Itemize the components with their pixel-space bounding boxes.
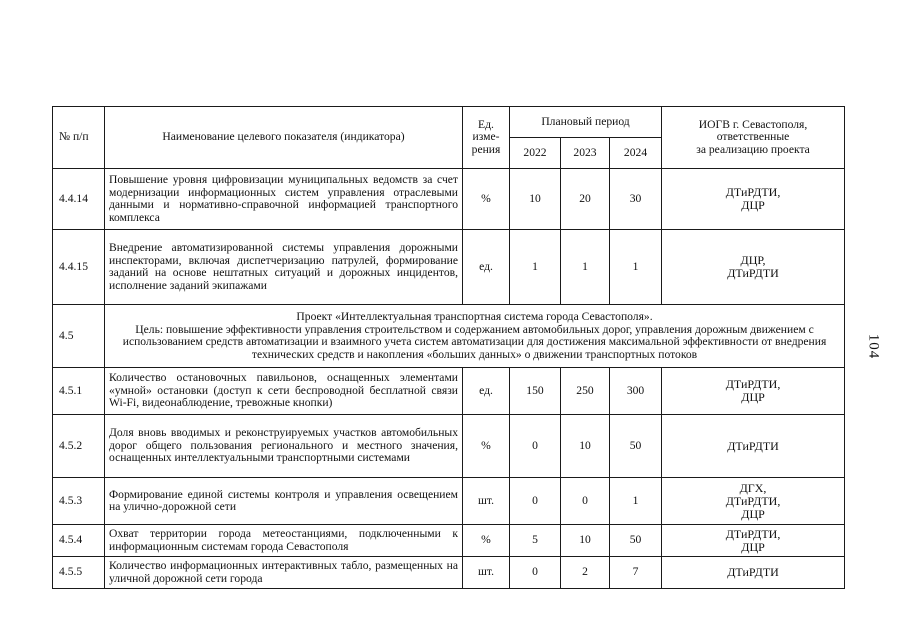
table-row — [53, 478, 845, 525]
row-name: Формирование единой системы контроля и управления освещением на улично-дорожной сети — [105, 478, 463, 525]
header-year-2023: 2023 — [561, 138, 610, 169]
table-row — [53, 230, 845, 305]
header-name: Наименование целевого показателя (индикатора) — [105, 107, 463, 169]
row-value-2022: 0 — [510, 415, 561, 478]
row-name: Количество информационных интерактивных табло, размещенных на уличной дорожной сети города — [105, 557, 463, 589]
table-row — [53, 525, 845, 557]
row-dept: ДТиРДТИ, ДЦР — [662, 169, 845, 230]
row-unit: % — [463, 525, 510, 557]
row-num: 4.5.5 — [53, 557, 105, 589]
row-unit: % — [463, 415, 510, 478]
row-name: Доля вновь вводимых и реконструируемых участков автомобильных дорог общего пользования регионального и местного значения, оснащенных интеллектуальными транспортными системами — [105, 415, 463, 478]
table-row — [53, 169, 845, 230]
row-num: 4.5.3 — [53, 478, 105, 525]
row-value-2023: 10 — [561, 525, 610, 557]
row-value-2024: 50 — [610, 415, 662, 478]
header-year-2024: 2024 — [610, 138, 662, 169]
row-value-2023: 20 — [561, 169, 610, 230]
row-dept: ДГХ, ДТиРДТИ, ДЦР — [662, 478, 845, 525]
row-dept: ДЦР, ДТиРДТИ — [662, 230, 845, 305]
row-name: Охват территории города метеостанциями, подключенными к информационным системам города Севастополя — [105, 525, 463, 557]
row-value-2022: 150 — [510, 368, 561, 415]
header-year-2022: 2022 — [510, 138, 561, 169]
row-value-2023: 0 — [561, 478, 610, 525]
row-num: 4.5.2 — [53, 415, 105, 478]
row-value-2022: 0 — [510, 557, 561, 589]
row-value-2024: 7 — [610, 557, 662, 589]
row-value-2023: 2 — [561, 557, 610, 589]
row-num: 4.4.15 — [53, 230, 105, 305]
header-num: № п/п — [53, 107, 105, 169]
header-row — [53, 107, 845, 138]
row-dept: ДТиРДТИ, ДЦР — [662, 368, 845, 415]
row-name: Количество остановочных павильонов, оснащенных элементами «умной» остановки (доступ к сети беспроводной бесплатной связи Wi-Fi, видеонаблюдение, тревожные кнопки) — [105, 368, 463, 415]
row-value-2023: 1 — [561, 230, 610, 305]
indicators-table — [52, 106, 845, 589]
row-unit: ед. — [463, 368, 510, 415]
row-value-2024: 300 — [610, 368, 662, 415]
project-row — [53, 305, 845, 368]
project-goal: Цель: повышение эффективности управления строительством и содержанием автомобильных дорог, управления дорожным движением с использованием средств автоматизации и взаимного учета систем автоматизации для достижения максимальной эффективности от внедрения технических средств и накопления «больших данных» о движении транспортных потоков — [122, 322, 827, 361]
row-value-2022: 0 — [510, 478, 561, 525]
row-value-2023: 10 — [561, 415, 610, 478]
project-title: Проект «Интеллектуальная транспортная система города Севастополя». — [296, 310, 653, 323]
row-value-2022: 1 — [510, 230, 561, 305]
row-dept: ДТиРДТИ, ДЦР — [662, 525, 845, 557]
header-unit: Ед. изме- рения — [463, 107, 510, 169]
project-description — [105, 305, 845, 368]
row-value-2022: 10 — [510, 169, 561, 230]
header-dept: ИОГВ г. Севастополя, ответственные за реализацию проекта — [662, 107, 845, 169]
row-dept: ДТиРДТИ — [662, 415, 845, 478]
row-value-2024: 50 — [610, 525, 662, 557]
row-value-2022: 5 — [510, 525, 561, 557]
row-value-2023: 250 — [561, 368, 610, 415]
row-value-2024: 1 — [610, 230, 662, 305]
row-value-2024: 30 — [610, 169, 662, 230]
row-unit: % — [463, 169, 510, 230]
row-unit: шт. — [463, 557, 510, 589]
table-row — [53, 415, 845, 478]
project-num: 4.5 — [53, 305, 105, 368]
row-value-2024: 1 — [610, 478, 662, 525]
row-dept: ДТиРДТИ — [662, 557, 845, 589]
row-unit: шт. — [463, 478, 510, 525]
row-name: Внедрение автоматизированной системы управления дорожными инспекторами, включая диспетчеризацию патрулей, формирование заданий на основе нештатных ситуаций и дорожных инцидентов, исполнение заданий экипажами — [105, 230, 463, 305]
header-period: Плановый период — [510, 107, 662, 138]
row-num: 4.5.4 — [53, 525, 105, 557]
row-unit: ед. — [463, 230, 510, 305]
row-num: 4.4.14 — [53, 169, 105, 230]
page-number: 104 — [865, 333, 882, 360]
row-num: 4.5.1 — [53, 368, 105, 415]
table-row — [53, 557, 845, 589]
row-name: Повышение уровня цифровизации муниципальных ведомств за счет модернизации информационных систем управления отраслевыми данными и нормативно-справочной информацией транспортного комплекса — [105, 169, 463, 230]
table-row — [53, 368, 845, 415]
